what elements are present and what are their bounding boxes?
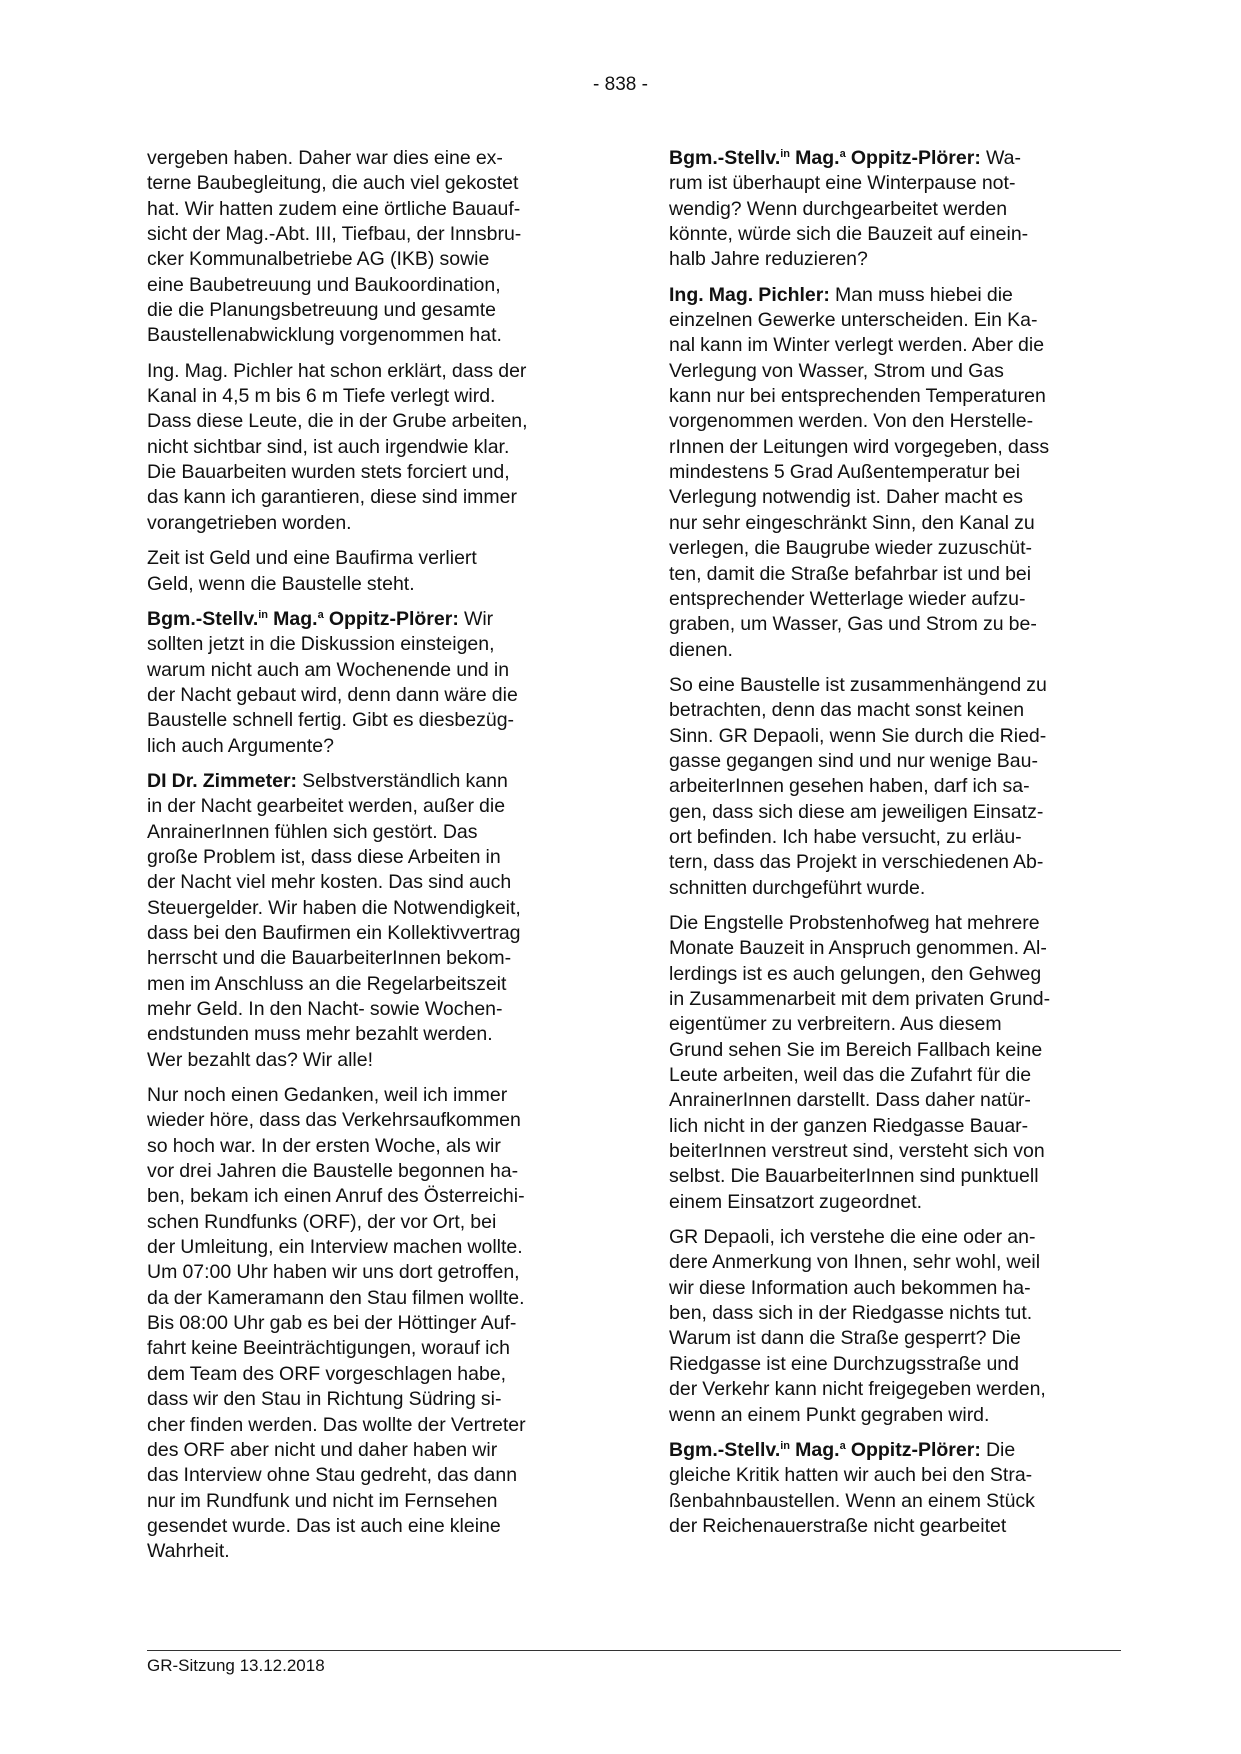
speaker-name: Bgm.-Stellv.$^{in}$ Mag.$^a$ Oppitz-Plörer: bbox=[147, 607, 459, 630]
left-column bbox=[147, 146, 597, 1575]
speech-paragraph bbox=[147, 607, 597, 759]
paragraph: vergeben haben. Daher war dies eine ex- terne Baubegleitung, die auch viel gekostet hat. Wir hatten zudem eine örtliche Bauauf- sicht der Mag.-Abt. III, Tiefbau, der Innsbru- cker Kommunalbetriebe AG (IKB) sowie eine Baubetreuung und Baukoordination, die die Planungsbetreuung und gesamte Baustellenabwicklung vorgenommen hat. bbox=[147, 147, 522, 347]
speech-text: Man muss hiebei die einzelnen Gewerke unterscheiden. Ein Ka- nal kann im Winter verlegt werden. Aber die Verlegung von Wasser, Strom und Gas kann nur bei entsprechenden Temperaturen vorgenommen werden. Von den Herstelle- rInnen der Leitungen wird vorgegeben, dass mindestens 5 Grad Außentemperatur bei Verlegung notwendig ist. Daher macht es nur sehr eingeschränkt Sinn, den Kanal zu verlegen, die Baugrube wieder zuzuschüt- ten, damit die Straße befahrbar ist und bei entsprechender Wetterlage wieder aufzu- graben, um Wasser, Gas und Strom zu be- dienen. bbox=[669, 283, 1050, 661]
speaker-name: Bgm.-Stellv.$^{in}$ Mag.$^a$ Oppitz-Plörer: bbox=[669, 1438, 981, 1461]
speaker-name: Bgm.-Stellv.$^{in}$ Mag.$^a$ Oppitz-Plörer: bbox=[669, 147, 981, 169]
footer-session-date: GR-Sitzung 13.12.2018 bbox=[147, 1656, 325, 1675]
speech-paragraph bbox=[669, 1438, 1119, 1539]
speech-paragraph bbox=[669, 146, 1119, 273]
speaker-name: DI Dr. Zimmeter: bbox=[147, 769, 298, 792]
speech-text: Die gleiche Kritik hatten wir auch bei den Stra- ßenbahnbaustellen. Wenn an einem Stück der Reichenauerstraße nicht gearbeitet bbox=[669, 1438, 1035, 1537]
paragraph: Die Engstelle Probstenhofweg hat mehrere Monate Bauzeit in Anspruch genommen. Al- lerdings ist es auch gelungen, den Gehweg in Zusammenarbeit mit dem privaten Grund- eigentümer zu verbreitern. Aus diesem Grund sehen Sie im Bereich Fallbach keine Leute arbeiten, weil das die Zufahrt für die AnrainerInnen darstellt. Dass daher natür- lich nicht in der ganzen Riedgasse Bauar- beiterInnen verstreut sind, versteht sich von selbst. Die BauarbeiterInnen sind punktuell einem Einsatzort zugeordnet. bbox=[669, 911, 1051, 1213]
paragraph: Ing. Mag. Pichler hat schon erklärt, dass der Kanal in 4,5 m bis 6 m Tiefe verlegt wird. Dass diese Leute, die in der Grube arbeiten, nicht sichtbar sind, ist auch irgendwie klar. Die Bauarbeiten wurden stets forciert und, das kann ich garantieren, diese sind immer vorangetrieben worden. bbox=[147, 359, 528, 534]
footer-divider bbox=[147, 1650, 1121, 1651]
speech-paragraph bbox=[147, 769, 597, 1073]
speech-text: Wir sollten jetzt in die Diskussion einsteigen, warum nicht auch am Wochenende und in der Nacht gebaut wird, denn dann wäre die Baustelle schnell fertig. Gibt es diesbezüg- lich auch Argumente? bbox=[147, 607, 518, 757]
paragraph: So eine Baustelle ist zusammenhängend zu betrachten, denn das macht sonst keinen Sinn. GR Depaoli, wenn Sie durch die Ried- gasse gegangen sind und nur wenige Bau- arbeiterInnen gesehen haben, darf ich sa- gen, dass sich diese am jeweiligen Einsatz- ort befinden. Ich habe versucht, zu erläu- tern, dass das Projekt in verschiedenen Ab- schnitten durchgeführt wurde. bbox=[669, 673, 1047, 899]
paragraph: Nur noch einen Gedanken, weil ich immer wieder höre, dass das Verkehrsaufkommen so hoch war. In der ersten Woche, als wir vor drei Jahren die Baustelle begonnen ha- ben, bekam ich einen Anruf des Österreichi- schen Rundfunks (ORF), der vor Ort, bei der Umleitung, ein Interview machen wollte. Um 07:00 Uhr haben wir uns dort getroffen, da der Kameramann den Stau filmen wollte. Bis 08:00 Uhr gab es bei der Höttinger Auf- fahrt keine Beeinträchtigungen, worauf ich dem Team des ORF vorgeschlagen habe, dass wir den Stau in Richtung Südring si- cher finden werden. Das wollte der Vertreter des ORF aber nicht und daher haben wir das Interview ohne Stau gedreht, das dann nur im Rundfunk und nicht im Fernsehen gesendet wurde. Das ist auch eine kleine Wahrheit. bbox=[147, 1084, 526, 1563]
speech-text: Selbstverständlich kann in der Nacht gearbeitet werden, außer die AnrainerInnen fühlen sich gestört. Das große Problem ist, dass diese Arbeiten in der Nacht viel mehr kosten. Das sind auch Steuergelder. Wir haben die Notwendigkeit, dass bei den Baufirmen ein Kollektivvertrag herrscht und die BauarbeiterInnen bekom- men im Anschluss an die Regelarbeitszeit mehr Geld. In den Nacht- sowie Wochen- endstunden muss mehr bezahlt werden. Wer bezahlt das? Wir alle! bbox=[147, 769, 521, 1071]
paragraph: GR Depaoli, ich verstehe die eine oder an- dere Anmerkung von Ihnen, sehr wohl, weil wir diese Information auch bekommen ha- ben, dass sich in der Riedgasse nichts tut. Warum ist dann die Straße gesperrt? Die Riedgasse ist eine Durchzugsstraße und der Verkehr kann nicht freigegeben werden, wenn an einem Punkt gegraben wird. bbox=[669, 1226, 1046, 1426]
paragraph: Zeit ist Geld und eine Baufirma verliert Geld, wenn die Baustelle steht. bbox=[147, 547, 477, 595]
page-number: - 838 - bbox=[593, 74, 648, 95]
speaker-name: Ing. Mag. Pichler: bbox=[669, 283, 830, 306]
right-column bbox=[669, 146, 1119, 1549]
speech-text: Wa- rum ist überhaupt eine Winterpause not- wendig? Wenn durchgearbeitet werden könnte, würde sich die Bauzeit auf einein- halb Jahre reduzieren? bbox=[669, 147, 1029, 271]
speech-paragraph bbox=[669, 283, 1119, 663]
